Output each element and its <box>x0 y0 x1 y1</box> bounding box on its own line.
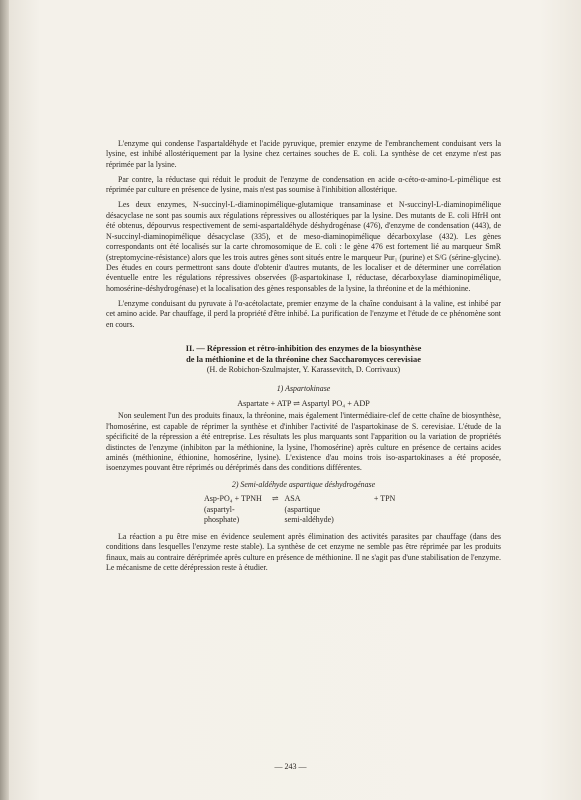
eq-arrow: ⇌ <box>271 494 279 504</box>
reaction-equation-table <box>204 494 399 525</box>
section-title <box>106 343 501 365</box>
paragraph: La réaction a pu être mise en évidence seulement après élimination des activités parasites par chauffage (dans des conditions dans lesquelles l'enzyme reste stable). La synthèse de cet enzyme ne semble pas être réprimée par les produits finaux, mais au contraire déréprimée après culture en présence de méthionine. Il ne s'agit pas d'une stabilisation de l'enzyme. Le mécanisme de cette dérépression reste à étudier. <box>106 531 501 572</box>
eq-left-note: (aspartyl- <box>204 504 235 514</box>
subsection-title: 1) Aspartokinase <box>276 383 331 393</box>
text-body <box>106 139 501 578</box>
binding-shadow <box>0 0 9 800</box>
eq-right-note: semi-aldéhyde) <box>284 515 334 525</box>
page-number: — 243 — <box>274 762 307 771</box>
paragraph: L'enzyme conduisant du pyruvate à l'α-acétolactate, premier enzyme de la chaîne conduisant à la valine, est inhibé par cet amino acide. Par chauffage, il perd la propriété d'être inhibé. La purification de l'enzyme et l'étude de ce phénomène sont en cours. <box>106 298 501 329</box>
paragraph: Non seulement l'un des produits finaux, la thréonine, mais également l'intermédiaire-clef de cette chaîne de biosynthèse, l'homosérine, est capable de réprimer la synthèse et d'inhiber l'activité de l'aspartokinase de S. cerevisiae. L'étude de la spécificité de la répression a été entreprise. Les résultats les plus marquants sont l'apparition ou la variation de propriétés distinctes de l'enzyme (inhibiton par la méthionine, la lysine, l'homosérine) après culture en présence de certains acides aminés (méthionine, éthionine, homosérine, lysine). L'existence d'au moins trois iso-aspartokinases a été proposée, isoenzymes pouvant être réprimés ou déréprimés dans des conditions différentes. <box>106 411 501 473</box>
paragraph: L'enzyme qui condense l'aspartaldéhyde et l'acide pyruvique, premier enzyme de l'embranchement conduisant vers la lysine, est inhibé allostériquement par la lysine chez certaines souches de E. coli. La synthèse de cet enzyme n'est pas réprimée par la lysine. <box>106 139 501 169</box>
eq-left-note: phosphate) <box>204 515 240 525</box>
subsection-title: 2) Semi-aldéhyde aspartique déshydrogénase <box>231 479 376 489</box>
reaction-equation: Aspartate + ATP ⇌ Aspartyl PO₄ + ADP <box>237 399 370 409</box>
section-authors: (H. de Robichon-Szulmajster, Y. Karassevitch, D. Corrivaux) <box>206 365 401 375</box>
eq-right-note: (aspartique <box>284 504 321 514</box>
eq-product: + TPN <box>373 494 396 504</box>
eq-left: Asp-PO₄ + TPNH <box>204 494 262 504</box>
paragraph: Les deux enzymes, N-succinyl-L-diaminopimélique-glutamique transaminase et N-succinyl-L-diaminopimélique désacyclase ne sont pas soumis aux régulations répressives ou allostériques par la lysine. Des mutants de E. coli HfrH ont été obtenus, dépourvus respectivement de semi-aspartaldéhyde déshydrogénase (476), d'enzyme de condensation (443), de N-succinyl-diaminopimélique désacyclase (335), et de meso-diaminopimélique décarboxylase (432). Les gènes correspondants ont été localisés sur la carte chromosomique de E. coli : le gène 476 est fortement lié au marqueur SmR (streptomycine-résistance) alors que les trois autres gènes sont situés entre le marqueur Pur₁ (purine) et S/G (sérine-glycine). Des études en cours permettront sans doute d'obtenir d'autres mutants, de les localiser et de déterminer une corrélation éventuelle entre les régulations répressives observées (β-aspartokinase I, réductase, décarboxylase diaminopimélique, homosérine-déshydrogénase) et la localisation des gènes responsables de la lysine, la thréonine et de la méthionine. <box>106 200 501 293</box>
paragraph: Par contre, la réductase qui réduit le produit de l'enzyme de condensation en acide α-céto-α-amino-L-pimélique est réprimée par culture en présence de lysine, mais n'est pas soumise à l'inhibition allostérique. <box>106 174 501 195</box>
eq-right: ASA <box>284 494 301 504</box>
section-title-line2: de la méthionine et de la thréonine chez Saccharomyces cerevisiae <box>186 355 421 365</box>
section-title-line1: II. — Répression et rétro-inhibition des enzymes de la biosynthèse <box>185 344 422 354</box>
